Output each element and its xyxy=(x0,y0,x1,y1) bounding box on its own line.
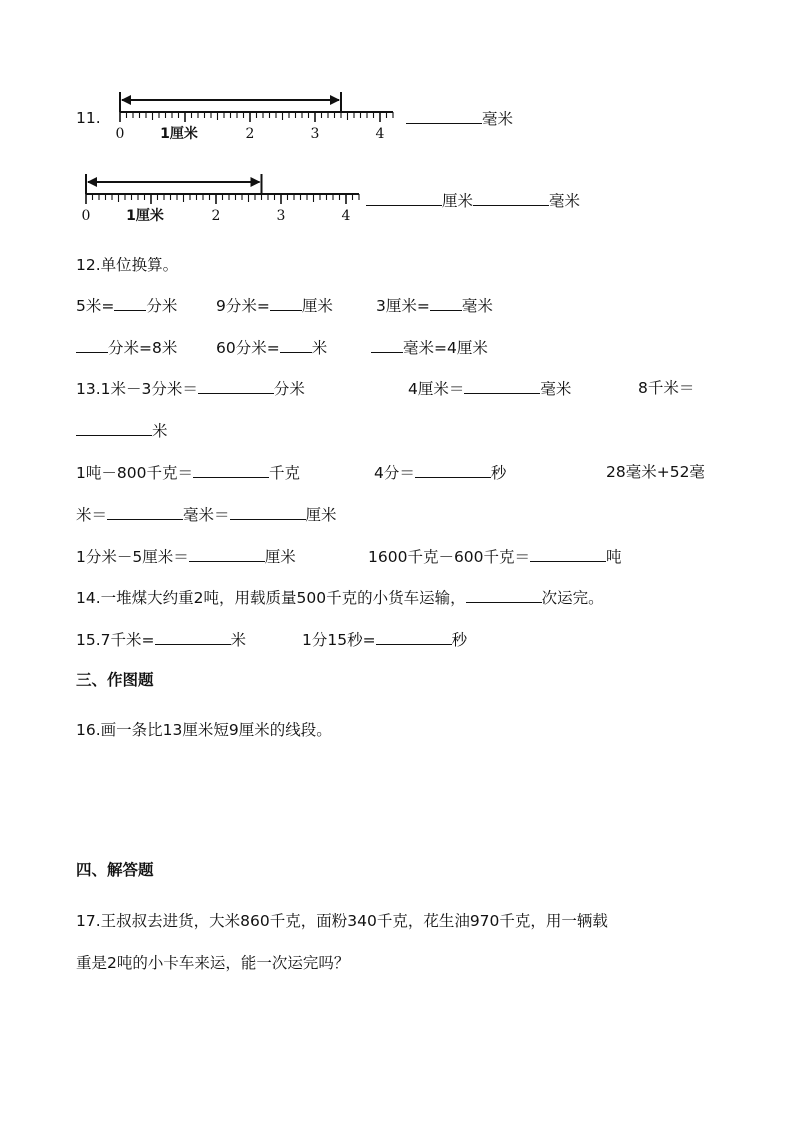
ruler-1-arrow-left xyxy=(121,95,131,105)
text: 米 xyxy=(311,339,328,357)
q12-blank-3[interactable] xyxy=(430,295,462,311)
q13-blank-f2[interactable] xyxy=(230,504,306,520)
ruler-1-tick-label: 0 xyxy=(115,126,125,142)
q11-blank-mm[interactable] xyxy=(473,190,549,206)
text: 1分米－5厘米＝ xyxy=(76,548,189,566)
text: 米 xyxy=(152,422,168,440)
q13-blank-a[interactable] xyxy=(198,378,274,394)
text: 13.1米－3分米＝ xyxy=(76,380,198,398)
unit-label: 毫米 xyxy=(482,110,514,128)
section-4-title: 四、解答题 xyxy=(76,861,154,879)
ruler-2 xyxy=(76,170,376,230)
text: 分米 xyxy=(273,380,305,398)
ruler-1-tick-label: 3 xyxy=(310,126,320,142)
ruler-1-tick-label: 2 xyxy=(245,126,255,142)
q12-item-4 xyxy=(76,337,177,358)
q13-blank-f1[interactable] xyxy=(107,504,183,520)
q11-answer-1 xyxy=(406,108,513,129)
ruler-2-arrow-right xyxy=(251,177,261,187)
q12-item-3 xyxy=(376,295,493,316)
ruler-2-tick-label: 4 xyxy=(341,208,351,224)
q15-blank-b[interactable] xyxy=(376,629,452,645)
ruler-1 xyxy=(110,88,410,148)
q12-blank-5[interactable] xyxy=(280,337,312,353)
q13-blank-b[interactable] xyxy=(464,378,540,394)
q12-item-5 xyxy=(216,337,327,358)
q13-blank-c[interactable] xyxy=(76,420,152,436)
text: 60分米= xyxy=(216,339,280,357)
text: 1分15秒= xyxy=(302,631,376,649)
q12-title: 12.单位换算。 xyxy=(76,256,179,274)
q13-f-cont xyxy=(76,504,337,525)
q13-b xyxy=(408,378,571,399)
section-3-title: 三、作图题 xyxy=(76,671,154,689)
ruler-2-tick-label: 0 xyxy=(81,208,91,224)
q17-line-1: 17.王叔叔去进货，大米860千克，面粉340千克，花生油970千克，用一辆载 xyxy=(76,912,608,930)
q13-a xyxy=(76,378,305,399)
unit-label: 厘米 xyxy=(442,192,474,210)
ruler-2-tick-label: 1厘米 xyxy=(126,208,164,224)
text: 秒 xyxy=(490,464,507,482)
ruler-2-tick-label: 3 xyxy=(276,208,286,224)
text: 分米=8米 xyxy=(108,339,178,357)
text: 吨 xyxy=(606,548,622,566)
text: 厘米 xyxy=(264,548,296,566)
text: 毫米=4厘米 xyxy=(403,339,488,357)
text: 毫米 xyxy=(540,380,572,398)
q12-item-2 xyxy=(216,295,333,316)
ruler-2-arrow-left xyxy=(87,177,97,187)
q12-blank-4[interactable] xyxy=(76,337,108,353)
q12-blank-2[interactable] xyxy=(270,295,302,311)
text: 4分＝ xyxy=(374,464,415,482)
q13-e xyxy=(374,462,506,483)
text: 次运完。 xyxy=(541,589,604,607)
q15-a xyxy=(76,629,246,650)
text: 8千米＝ xyxy=(638,379,695,397)
text: 秒 xyxy=(451,631,468,649)
q13-blank-g[interactable] xyxy=(189,546,265,562)
text: 厘米 xyxy=(305,506,337,524)
ruler-1-arrow-right xyxy=(330,95,340,105)
text: 米 xyxy=(230,631,247,649)
text: 5米= xyxy=(76,297,115,315)
text: 28毫米+52毫 xyxy=(606,463,705,481)
q13-c-cont xyxy=(76,420,168,441)
q15-b xyxy=(302,629,467,650)
q16-text: 16.画一条比13厘米短9厘米的线段。 xyxy=(76,721,332,739)
q17-line-2: 重是2吨的小卡车来运，能一次运完吗？ xyxy=(76,954,350,972)
q13-c xyxy=(638,378,694,398)
q13-g xyxy=(76,546,296,567)
text: 9分米= xyxy=(216,297,270,315)
q11-blank-1[interactable] xyxy=(406,108,482,124)
q13-blank-d[interactable] xyxy=(193,462,269,478)
q13-blank-e[interactable] xyxy=(415,462,491,478)
q11-blank-cm[interactable] xyxy=(366,190,442,206)
ruler-1-tick-label: 1厘米 xyxy=(160,126,198,142)
text: 分米 xyxy=(146,297,178,315)
q12-item-6 xyxy=(371,337,488,358)
text: 1吨－800千克＝ xyxy=(76,464,193,482)
text: 3厘米= xyxy=(376,297,430,315)
q14-blank[interactable] xyxy=(466,587,542,603)
text: 14.一堆煤大约重2吨，用载质量500千克的小货车运输， xyxy=(76,589,466,607)
text: 15.7千米= xyxy=(76,631,155,649)
unit-label: 毫米 xyxy=(549,192,581,210)
ruler-2-tick-label: 2 xyxy=(211,208,221,224)
text: 厘米 xyxy=(301,297,333,315)
q13-f xyxy=(606,462,705,482)
q13-d xyxy=(76,462,300,483)
q12-blank-1[interactable] xyxy=(114,295,146,311)
q13-h xyxy=(368,546,622,567)
q12-item-1 xyxy=(76,295,177,316)
q11-answer-2 xyxy=(366,190,580,211)
text: 米＝ xyxy=(76,506,108,524)
text: 千克 xyxy=(268,464,300,482)
q11-number: 11. xyxy=(76,109,101,127)
q14 xyxy=(76,587,604,608)
q12-blank-6[interactable] xyxy=(371,337,403,353)
q13-blank-h[interactable] xyxy=(530,546,606,562)
text: 1600千克－600千克＝ xyxy=(368,548,531,566)
text: 毫米 xyxy=(461,297,493,315)
q15-blank-a[interactable] xyxy=(155,629,231,645)
text: 4厘米＝ xyxy=(408,380,465,398)
text: 毫米＝ xyxy=(183,506,230,524)
ruler-1-tick-label: 4 xyxy=(375,126,385,142)
